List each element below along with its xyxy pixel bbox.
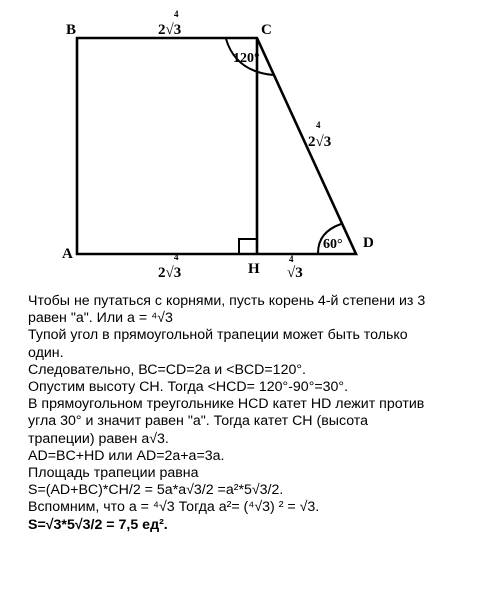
solution-line: один. bbox=[28, 344, 64, 361]
solution-answer: S=√3*5√3/2 = 7,5 ед². bbox=[28, 516, 168, 533]
right-angle-marker bbox=[239, 239, 257, 254]
segment-hd-length: √3 bbox=[287, 265, 303, 281]
solution-line: В прямоугольном треугольнике HCD катет HD лежит против bbox=[28, 396, 425, 413]
solution-line: S=(AD+BC)*CH/2 = 5a*a√3/2 =a²*5√3/2. bbox=[28, 482, 284, 499]
solution-line: равен "а". Или а = ⁴√3 bbox=[28, 310, 173, 327]
solution-line: AD=BC+HD или AD=2a+a=3a. bbox=[28, 447, 225, 464]
solution-line: Следовательно, ВС=CD=2a и <BCD=120°. bbox=[28, 361, 306, 378]
segment-bc-root-index: 4 bbox=[174, 9, 179, 19]
segment-hd-root-index: 4 bbox=[289, 254, 294, 264]
solution-line: Тупой угол в прямоугольной трапеции может быть только bbox=[28, 327, 408, 344]
angle-label-d: 60° bbox=[323, 237, 343, 252]
solution-line: Площадь трапеции равна bbox=[28, 465, 199, 482]
segment-ah-length: 2√3 bbox=[158, 265, 182, 281]
segment-cd-length: 2√3 bbox=[308, 134, 332, 150]
vertex-label-c: C bbox=[261, 22, 272, 38]
trapezoid-figure bbox=[0, 0, 491, 290]
solution-text bbox=[28, 293, 483, 534]
solution-line: трапеции) равен а√3. bbox=[28, 430, 169, 447]
segment-ah-root-index: 4 bbox=[174, 252, 179, 262]
solution-line: угла 30° и значит равен "а". Тогда катет СН (высота bbox=[28, 413, 369, 430]
vertex-label-d: D bbox=[363, 235, 374, 251]
vertex-label-h: H bbox=[248, 261, 260, 277]
vertex-label-b: B bbox=[66, 22, 77, 38]
solution-line: Опустим высоту СН. Тогда <HCD= 120°-90°=30°. bbox=[28, 379, 349, 396]
segment-bc-length: 2√3 bbox=[158, 22, 182, 38]
vertex-label-a: A bbox=[62, 246, 73, 262]
solution-line: Вспомним, что а = ⁴√3 Тогда a²= (⁴√3) ² = √3. bbox=[28, 499, 320, 516]
solution-line: Чтобы не путаться с корнями, пусть корень 4-й степени из 3 bbox=[28, 293, 426, 309]
segment-cd-root-index: 4 bbox=[316, 120, 321, 130]
angle-label-c: 120° bbox=[233, 51, 260, 66]
